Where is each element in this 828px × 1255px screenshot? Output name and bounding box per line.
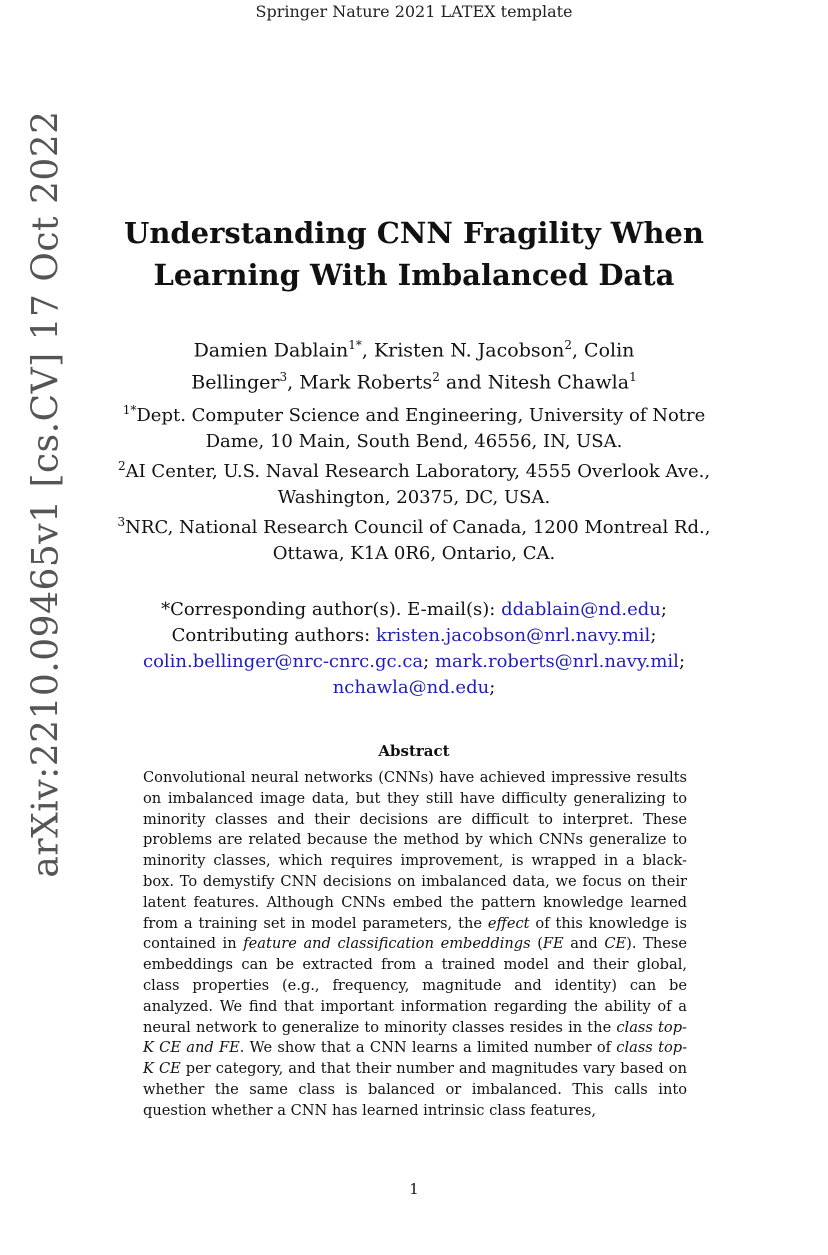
- author-separator: ,: [287, 371, 300, 394]
- author-list: [120, 332, 708, 397]
- abstract-emphasis: class top-K CE: [143, 1039, 687, 1078]
- author-name: Colin Bellinger: [191, 339, 635, 394]
- arxiv-identifier-sidebar[interactable]: arXiv:2210.09465v1 [cs.CV] 17 Oct 2022: [25, 110, 67, 878]
- page-number: 1: [409, 1180, 419, 1198]
- title-line-1: Understanding CNN Fragility When: [124, 216, 704, 250]
- affiliation-text: Dept. Computer Science and Engineering, University of Notre Dame, 10 Main, South Bend, 46556, IN, USA.: [136, 405, 706, 452]
- affiliation-text: NRC, National Research Council of Canada, 1200 Montreal Rd., Ottawa, K1A 0R6, Ontario, CA.: [125, 517, 711, 564]
- abstract-emphasis: FE: [542, 935, 564, 953]
- abstract-run: (: [530, 935, 543, 953]
- abstract-emphasis: feature and classification embeddings: [243, 935, 531, 953]
- affiliation: [108, 510, 720, 566]
- author-name: Damien Dablain: [193, 339, 349, 362]
- affiliation: [108, 398, 720, 454]
- abstract-run: ). These embeddings can be extracted from a trained model and their global, class properties (e.g., frequency, magnitude and identity) can be analyzed. We find that important information regarding the ability of a neural network to generalize to minority classes resides in the: [143, 935, 687, 1036]
- author-affiliation-mark: 1: [629, 370, 637, 385]
- email-link[interactable]: kristen.jacobson@nrl.navy.mil: [375, 625, 651, 646]
- author-separator: and: [439, 371, 488, 394]
- title-line-2: Learning With Imbalanced Data: [153, 258, 675, 292]
- abstract-text: [143, 768, 687, 1122]
- author-affiliation-mark: 2: [564, 338, 572, 352]
- author-affiliation-mark: 3: [279, 370, 288, 385]
- running-header: Springer Nature 2021 LATEX template: [255, 2, 573, 21]
- paper-title: [100, 212, 728, 296]
- separator: ;: [423, 651, 430, 672]
- abstract-emphasis: class top-K CE and FE: [143, 1018, 687, 1057]
- separator: ;: [489, 677, 496, 698]
- separator: ;: [650, 625, 657, 646]
- abstract-heading: Abstract: [378, 742, 450, 760]
- corresponding-prefix: *Corresponding author(s). E-mail(s):: [161, 599, 502, 620]
- separator: ;: [660, 599, 667, 620]
- abstract-emphasis: effect: [487, 914, 530, 932]
- affiliation-mark: 2: [117, 459, 126, 473]
- email-link[interactable]: colin.bellinger@nrc-cnrc.gc.ca: [142, 651, 424, 672]
- author-separator: ,: [361, 339, 374, 362]
- affiliation-mark: 1*: [122, 403, 137, 417]
- abstract-emphasis: CE: [604, 935, 627, 953]
- affiliation-mark: 3: [117, 515, 126, 529]
- author-name: Kristen N. Jacobson: [373, 339, 565, 362]
- abstract-run: of this knowledge is contained in: [143, 914, 688, 953]
- email-link[interactable]: ddablain@nd.edu: [501, 599, 661, 620]
- author-name: Mark Roberts: [299, 371, 433, 394]
- abstract-run: . We show that a CNN learns a limited number of: [239, 1039, 617, 1057]
- affiliation-list: [108, 398, 720, 566]
- author-name: Nitesh Chawla: [487, 371, 630, 394]
- abstract-run: Convolutional neural networks (CNNs) have achieved impressive results on imbalanced image data, but they still have difficulty generalizing to minority classes and their decisions are difficult to interpret. These problems are related because the method by which CNNs generalize to minority classes, which requires improvement, is wrapped in a black-box. To demystify CNN decisions on imbalanced data, we focus on their latent features. Although CNNs embed the pattern knowledge learned from a training set in model parameters, the: [143, 769, 687, 932]
- email-link[interactable]: nchawla@nd.edu: [332, 677, 490, 698]
- abstract-run: and: [563, 935, 605, 953]
- author-affiliation-mark: 1*: [348, 338, 362, 352]
- corresponding-authors: [110, 597, 718, 701]
- contributing-prefix: Contributing authors:: [171, 625, 376, 646]
- affiliation-text: AI Center, U.S. Naval Research Laboratory, 4555 Overlook Ave., Washington, 20375, DC, USA.: [125, 461, 711, 508]
- separator: ;: [678, 651, 686, 672]
- author-affiliation-mark: 2: [432, 370, 440, 385]
- email-link[interactable]: mark.roberts@nrl.navy.mil: [434, 651, 679, 672]
- abstract-run: per category, and that their number and magnitudes vary based on whether the same class is balanced or imbalanced. This calls into question whether a CNN has learned intrinsic class features,: [143, 1060, 687, 1119]
- affiliation: [108, 454, 720, 510]
- author-separator: ,: [571, 339, 585, 362]
